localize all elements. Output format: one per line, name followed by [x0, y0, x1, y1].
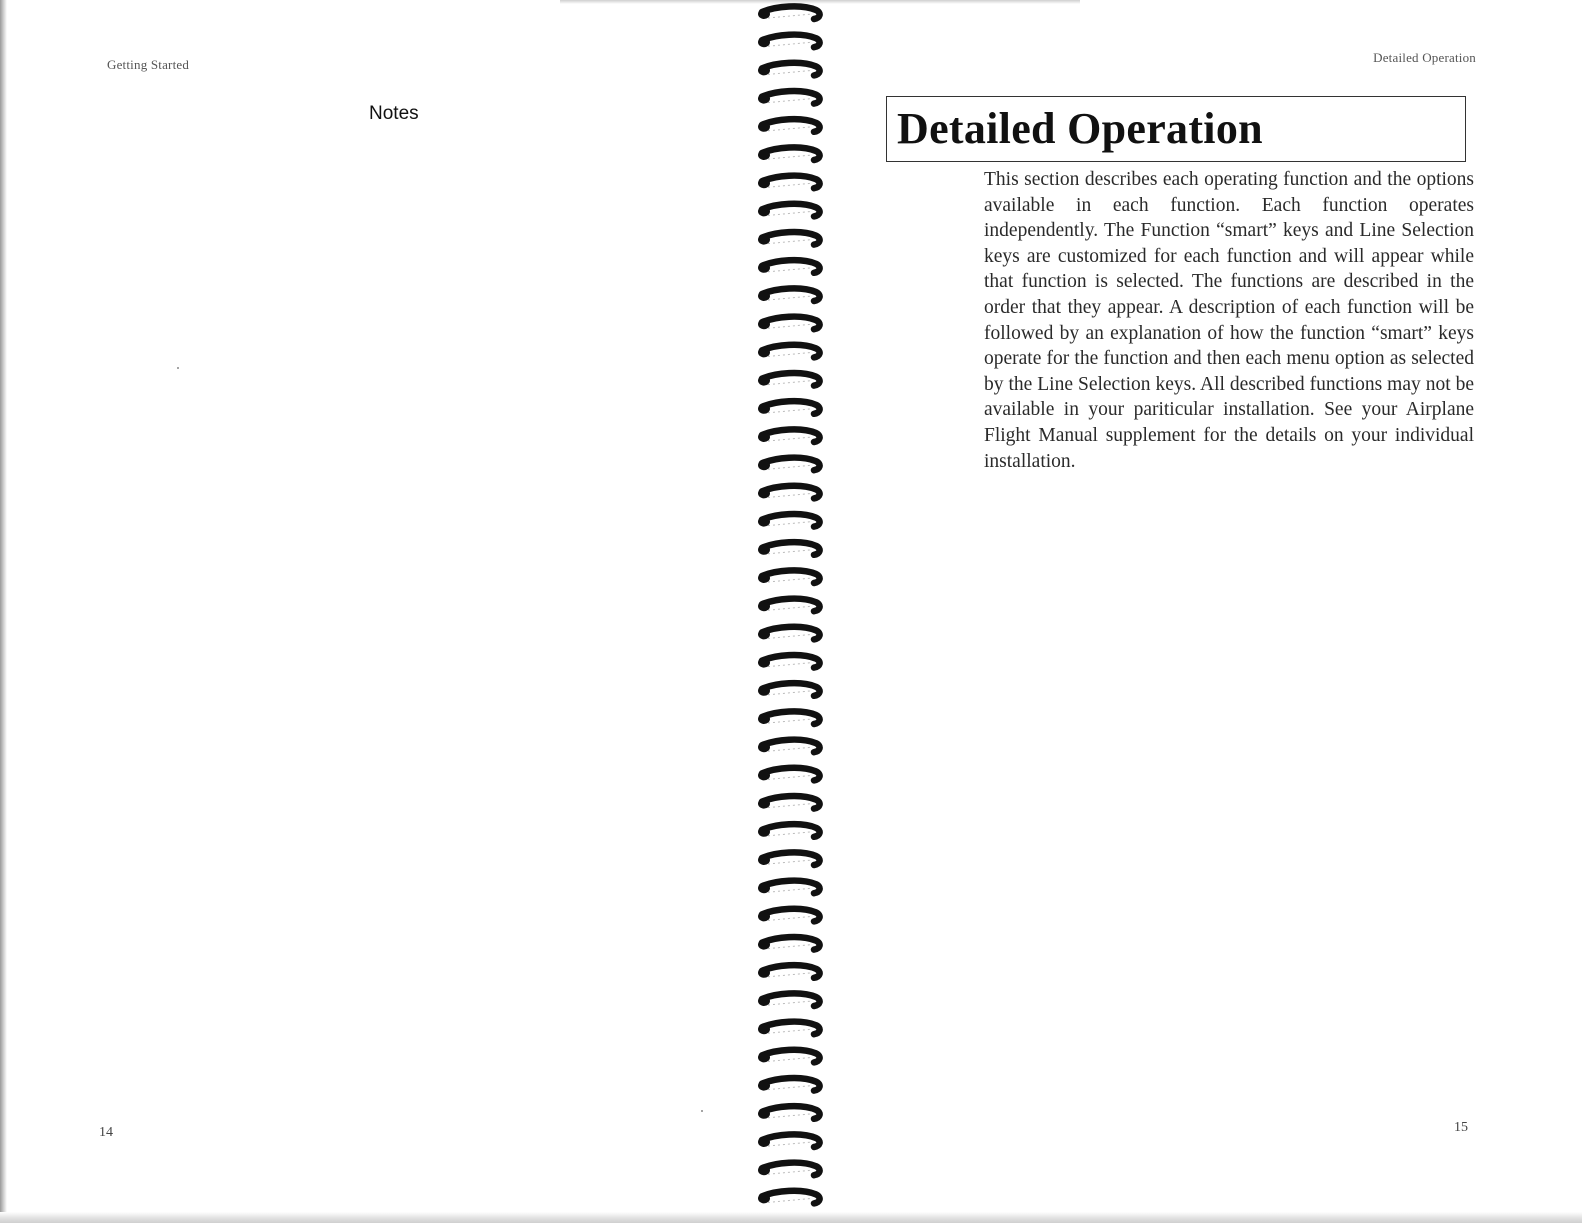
- scan-speck: [177, 367, 179, 369]
- spiral-coil: [758, 1191, 820, 1204]
- spiral-coil: [758, 204, 820, 217]
- spiral-coil: [758, 119, 820, 132]
- spiral-coil: [758, 1134, 820, 1147]
- spiral-coil: [758, 1163, 820, 1176]
- spiral-coil: [758, 486, 820, 499]
- spiral-coil: [758, 627, 820, 640]
- spiral-coil: [758, 35, 820, 48]
- spiral-coil: [758, 147, 820, 160]
- scan-speck: [701, 1110, 703, 1112]
- spiral-coil: [758, 1022, 820, 1035]
- scan-edge-bottom: [0, 1212, 1582, 1223]
- spiral-coil: [758, 288, 820, 301]
- spiral-coil: [758, 711, 820, 724]
- spiral-coil: [758, 740, 820, 753]
- spiral-coil: [758, 937, 820, 950]
- spiral-coil: [758, 909, 820, 922]
- spiral-coil: [758, 1106, 820, 1119]
- page-number-left: 14: [99, 1125, 113, 1140]
- left-page: [7, 0, 755, 1212]
- scan-edge-left: [0, 0, 7, 1223]
- spiral-coil: [758, 965, 820, 978]
- spiral-coil: [758, 1050, 820, 1063]
- section-title: Detailed Operation: [897, 104, 1263, 153]
- spiral-coil: [758, 514, 820, 527]
- spiral-coil: [758, 852, 820, 865]
- section-title-box: [886, 96, 1466, 162]
- spiral-coil: [758, 683, 820, 696]
- spiral-coil: [758, 260, 820, 273]
- spiral-coil: [758, 1078, 820, 1091]
- spiral-coil: [758, 401, 820, 414]
- spiral-coil: [758, 570, 820, 583]
- spiral-coil: [758, 458, 820, 471]
- spiral-coil: [758, 824, 820, 837]
- right-page: [820, 0, 1582, 1212]
- spiral-coil: [758, 655, 820, 668]
- spiral-coil: [758, 232, 820, 245]
- spiral-coil: [758, 881, 820, 894]
- spiral-coil: [758, 345, 820, 358]
- spiral-coil: [758, 6, 820, 19]
- spiral-coil: [758, 993, 820, 1006]
- spiral-coil: [758, 796, 820, 809]
- spiral-coil: [758, 429, 820, 442]
- spiral-binding: [750, 0, 830, 1212]
- spiral-coils: [750, 0, 830, 1212]
- spiral-coil: [758, 599, 820, 612]
- spiral-coil: [758, 176, 820, 189]
- spiral-coil: [758, 317, 820, 330]
- section-body-text: This section describes each operating function and the options available in each function. Each function operates independently. The Function “smart” keys and Line Selection keys are customized for each function and will appear while that function is selected. The functions are described in the order that they appear. A description of each function will be followed by an explanation of how the function “smart” keys operate for the function and then each menu option as selected by the Line Selection keys. All described functions may not be available in your pariticular installation. See your Airplane Flight Manual supplement for the details on your individual installation.: [984, 169, 1474, 472]
- running-head-left: Getting Started: [107, 57, 190, 72]
- spiral-coil: [758, 542, 820, 555]
- spiral-coil: [758, 63, 820, 76]
- spiral-coil: [758, 373, 820, 386]
- notes-title: Notes: [369, 103, 419, 124]
- spiral-coil: [758, 91, 820, 104]
- running-head-right: Detailed Operation: [1373, 50, 1476, 65]
- page-number-right: 15: [1454, 1120, 1468, 1135]
- spiral-coil: [758, 768, 820, 781]
